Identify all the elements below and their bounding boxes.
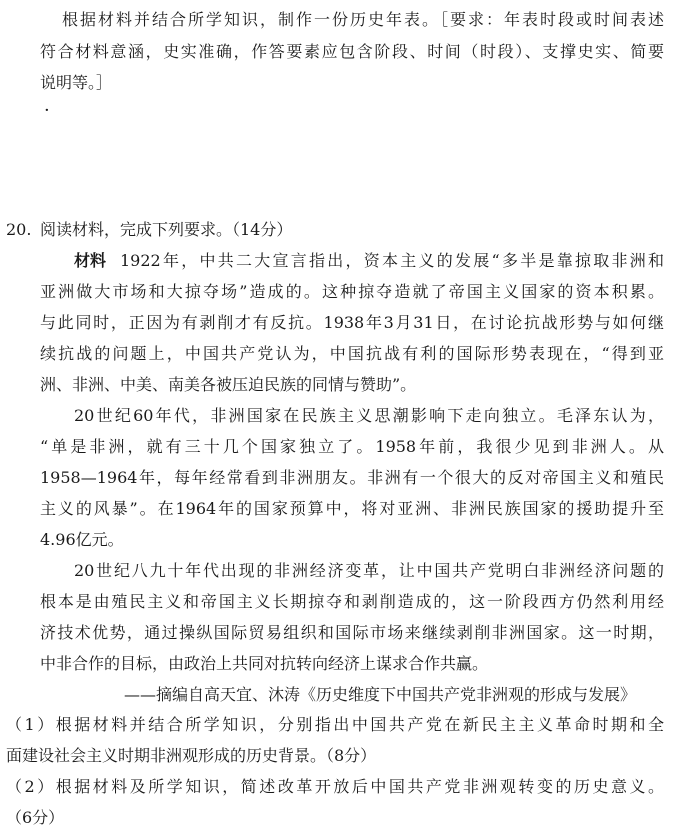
question-20-title: 阅读材料，完成下列要求。（14分）	[40, 220, 293, 239]
stray-bullet-mark: ·	[44, 100, 50, 121]
sub-question-2-line-2: （6分）	[6, 808, 65, 827]
material-p2-line-5: 4.96亿元。	[40, 530, 124, 549]
material-p3-line-1: 20世纪八九十年代出现的非洲经济变革，让中国共产党明白非洲经济问题的	[74, 561, 664, 580]
material-p2-line-3: 1958—1964年，每年经常看到非洲朋友。非洲有一个很大的反对帝国主义和殖民	[40, 468, 664, 487]
sub-question-1-line-2: 面建设社会主义时期非洲观形成的历史背景。（8分）	[6, 746, 377, 765]
material-p2-line-4: 主义的风暴”。在1964年的国家预算中，将对亚洲、非洲民族国家的援助提升至	[40, 499, 664, 518]
sub-question-2-line-1: （2）根据材料及所学知识，简述改革开放后中国共产党非洲观转变的历史意义。	[6, 777, 664, 796]
material-p3-line-2: 根本是由殖民主义和帝国主义长期掠夺和剥削造成的，这一阶段西方仍然利用经	[40, 592, 664, 611]
material-p1-line-1: 1922年，中共二大宣言指出，资本主义的发展“多半是靠掠取非洲和	[120, 251, 664, 270]
material-p1-line-4: 续抗战的问题上，中国共产党认为，中国抗战有利的国际形势表现在，“得到亚	[40, 344, 664, 363]
prev-question-line-2: 符合材料意涵，史实准确，作答要素应包含阶段、时间（时段）、支撑史实、简要	[40, 42, 664, 61]
prev-question-line-1: 根据材料并结合所学知识，制作一份历史年表。［要求：年表时段或时间表述	[62, 10, 664, 29]
question-20-number: 20.	[6, 220, 32, 239]
material-p1-line-3: 与此同时，正因为有剥削才有反抗。1938年3月31日，在讨论抗战形势与如何继	[40, 313, 664, 332]
sub-question-1-line-1: （1）根据材料并结合所学知识，分别指出中国共产党在新民主主义革命时期和全	[6, 715, 664, 734]
material-p2-line-2: “单是非洲，就有三十几个国家独立了。1958年前，我很少见到非洲人。从	[40, 437, 664, 456]
material-p3-line-4: 中非合作的目标，由政治上共同对抗转向经济上谋求合作共赢。	[40, 654, 489, 673]
prev-question-line-3: 说明等。］	[40, 73, 113, 92]
material-source: ——摘编自高天宜、沐涛《历史维度下中国共产党非洲观的形成与发展》	[124, 685, 637, 704]
material-p1-line-5: 洲、非洲、中美、南美各被压迫民族的同情与赞助”。	[40, 375, 417, 394]
material-p1-line-2: 亚洲做大市场和大掠夺场”造成的。这种掠夺造就了帝国主义国家的资本积累。	[40, 282, 664, 301]
material-label: 材料	[74, 251, 107, 270]
material-p2-line-1: 20世纪60年代，非洲国家在民族主义思潮影响下走向独立。毛泽东认为，	[74, 406, 664, 425]
material-p3-line-3: 济技术优势，通过操纵国际贸易组织和国际市场来继续剥削非洲国家。这一时期，	[40, 623, 664, 642]
